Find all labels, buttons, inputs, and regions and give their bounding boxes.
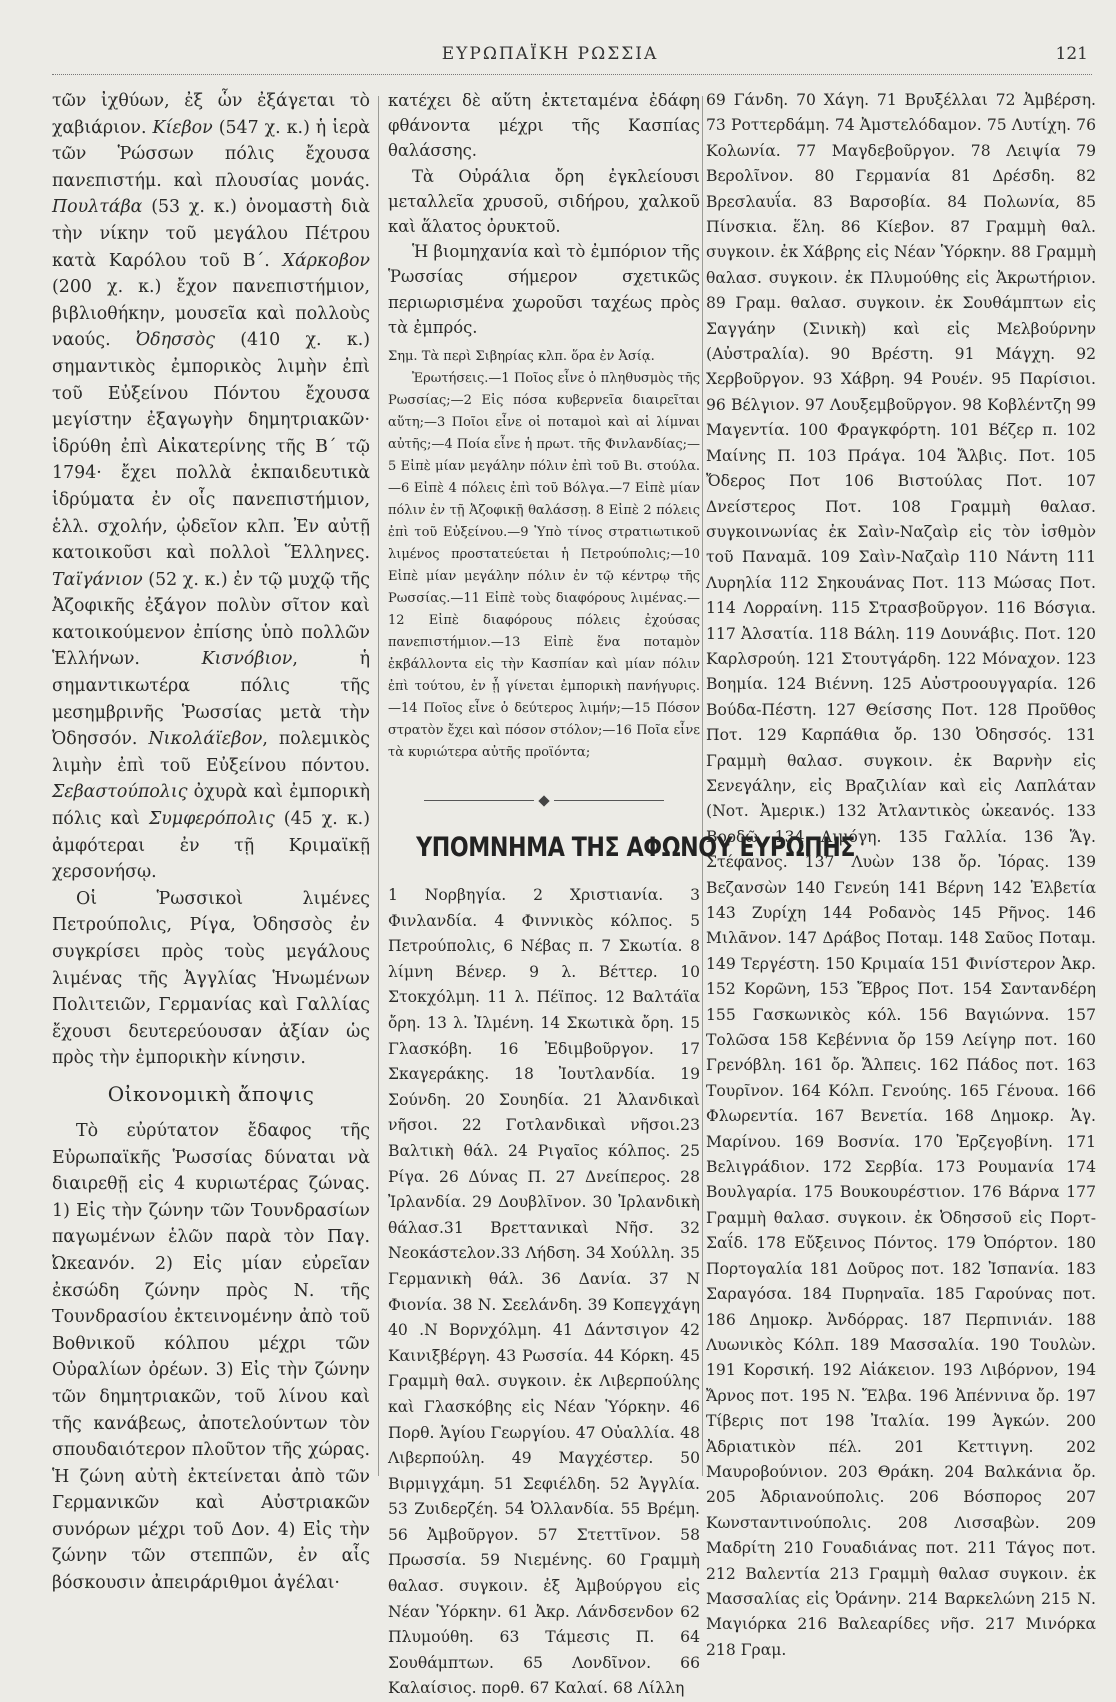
header-rule (52, 74, 1092, 75)
city-name-symferoupolis: Συμφερόπολις (148, 809, 275, 830)
city-name-taiganion: Ταϊγάνιον (52, 569, 143, 590)
column-right (706, 88, 1096, 1659)
economy-paragraph: Τὸ εὐρύτατον ἔδαφος τῆς Εὐρωπαϊκῆς Ῥωσσίας δύναται νὰ διαιρεθῇ εἰς 4 κυριωτέρας ζώνας. 1) Εἰς τὴν ζώνην τῶν Τουνδρασίων παγωμένων ἑλῶν παρὰ τὸν Παγ. Ὠκεανόν. 2) Εἰς μίαν εὐρεῖαν ἐκσώδη ζώνην πρὸς Ν. τῆς Τουνδρασίου ἐκτεινομένην ἀπὸ τοῦ Βοθνικοῦ κόλπου μέχρι τῶν Οὐραλίων ὀρέων. 3) Εἰς τὴν ζώνην τῶν δημητριακῶν, τοῦ λίνου καὶ τῆς κανάβεως, ἀποτελούντων τὸν σπουδαιότερον πλοῦτον τῆς χώρας. Ἡ ζώνη αὐτὴ ἐκτείνεται ἀπὸ τῶν Γερμανικῶν καὶ Αὐστριακῶν συνόρων μέχρι τοῦ Δον. 4) Εἰς τὴν ζώνην τῶν στεππῶν, ἐν αἷς βόσκουσιν ἀπειράριθμοι ἀγέλαι· (52, 1120, 370, 1594)
column-middle (388, 88, 856, 1698)
page-header (0, 40, 1116, 80)
note: Σημ. Τὰ περὶ Σιβηρίας κλπ. ὅρα ἐν Ἀσίᾳ. (388, 349, 655, 365)
cities-paragraph (52, 88, 370, 886)
body-paragraph: κατέχει δὲ αὕτη ἐκτεταμένα ἐδάφη φθάνοντα μέχρι τῆς Κασπίας θαλάσσης. (388, 91, 700, 161)
text-run: (45 χ. κ.) ἀμφότεραι ἐν τῇ Κριμαϊκῇ χερσονήσῳ. (52, 809, 370, 883)
city-name-poultava: Πουλτάβα (52, 197, 143, 218)
running-title: ΕΥΡΩΠΑΪΚΗ ΡΩΣΣΙΑ (441, 44, 659, 64)
text-run: τῶν ἰχθύων, ἐξ ὧν ἐξάγεται τὸ χαβιάριον. (52, 91, 370, 138)
ornament-line (554, 800, 664, 801)
text-run: (200 χ. κ.) ἔχον πανεπιστήμιον, βιβλιοθήκην, μουσεῖα καὶ πολλοὺς ναούς. (52, 277, 370, 351)
city-name-kisnovion: Κισνόβιον (201, 649, 293, 670)
ornament-diamond (538, 795, 549, 806)
column-left (52, 88, 371, 1594)
text-run: (53 χ. κ.) ὀνομαστὴ διὰ τὴν νίκην τοῦ μεγάλου Πέτρου κατὰ Καρόλου τοῦ Β΄. (52, 197, 370, 271)
column-divider (702, 96, 703, 1476)
section-heading: Οἰκονομικὴ ἄποψις (107, 1081, 315, 1106)
city-name-sevastoupolis: Σεβαστούπολις (52, 782, 188, 803)
city-name-odissos: Ὀδησσὸς (135, 330, 215, 351)
text-run: ὀχυρὰ καὶ ἐμπορικὴ πόλις καὶ (52, 782, 370, 830)
text-run: (547 χ. κ.) ἡ ἱερὰ τῶν Ῥώσσων πόλις ἔχουσα πανεπιστήμ. καὶ πλουσίας μονάς. (52, 117, 370, 191)
city-name-charkovon: Χάρκοβον (282, 250, 370, 271)
ports-paragraph: Οἱ Ῥωσσικοὶ λιμένες Πετρούπολις, Ρίγα, Ὀδησσὸς ἐν συγκρίσει πρὸς τοὺς μεγάλους λιμένας τῆς Ἀγγλίας Ἡνωμένων Πολιτειῶν, Γερμανίας καὶ Γαλλίας ἔχουσι δευτερεύουσαν ἀξίαν ὡς πρὸς τὴν ἐμπορικὴν κίνησιν. (52, 888, 370, 1069)
body-paragraph: Ἡ βιομηχανία καὶ τὸ ἐμπόριον τῆς Ῥωσσίας σήμερον σχετικῶς περιωρισμένα χωροῦσι ταχέως πρὸς τὰ ἐμπρός. (388, 242, 700, 337)
map-legend-list-continued: 69 Γάνδη. 70 Χάγη. 71 Βρυξέλλαι 72 Ἀμβέρση. 73 Ροττερδάμη. 74 Ἀμστελόδαμον. 75 Λυτίχη. 76 Κολωνία. 77 Μαγδεβοῦργον. 78 Λειψία 79 Βερολῖνον. 80 Γερμανία 81 Δρέσδη. 82 Βρεσλαυΐα. 83 Βαρσοβία. 84 Πολωνία, 85 Πίνσκια. ἕλη. 86 Κίεβον. 87 Γραμμὴ θαλ. συγκοιν. ἐκ Χάβρης εἰς Νέαν Ὑόρκην. 88 Γραμμὴ θαλασ. συγκοιν. ἐκ Πλυμούθης εἰς Ἀκρωτήριον. 89 Γραμ. θαλασ. συγκοιν. ἐκ Σουθάμπτων εἰς Σαγγάην (Σινικὴ) καὶ εἰς Μελβούρνην (Αὐστραλία). 90 Βρέστη. 91 Μάγχη. 92 Χερβοῦργον. 93 Χάβρη. 94 Ρουέν. 95 Παρίσιοι. 96 Βέλγιον. 97 Λουξεμβοῦργον. 98 Κοβλέντζη 99 Μαγεντία. 100 Φραγκφόρτη. 101 Βέζερ π. 102 Μαίνης Π. 103 Πράγα. 104 Ἄλβις. Ποτ. 105 Ὄδερος Ποτ 106 Βιστούλας Ποτ. 107 Δνείστερος Ποτ. 108 Γραμμὴ θαλασ. συγκοινωνίας ἐκ Σαὶν-Ναζαὶρ εἰς τὸν ἰσθμὸν τοῦ Παναμᾶ. 109 Σαὶν-Ναζαὶρ 110 Νάντη 111 Λυρηλία 112 Σηκουάνας Ποτ. 113 Μώσας Ποτ. 114 Λορραίνη. 115 Στρασβοῦργον. 116 Βόσγια. 117 Ἀλσατία. 118 Βάλη. 119 Δουνάβις. Ποτ. 120 Καρλσρούη. 121 Στουτγάρδη. 122 Μόναχον. 123 Βοημία. 124 Βιέννη. 125 Αὐστροουγγαρία. 126 Βούδα-Πέστη. 127 Θείσσης Ποτ. 128 Προῦθος Ποτ. 129 Καρπάθια ὄρ. 130 Ὀδησσός. 131 Γραμμὴ θαλασ. συγκοιν. ἐκ Βαρνὴν εἰς Σενεγάλην, εἰς Βραζιλίαν καὶ εἰς Λαπλάταν (Νοτ. Ἀμερικ.) 132 Ἀτλαντικὸς ὠκεανός. 133 Βορδῶ 134 Λιμόγη. 135 Γαλλία. 136 Ἅγ. Στέφανος. 137 Λυὼν 138 ὄρ. Ἰόρας. 139 Βεζανσὼν 140 Γενεύη 141 Βέρνη 142 Ἑλβετία 143 Ζυρίχη 144 Ροδανὸς 145 Ρῆνος. 146 Μιλᾶνον. 147 Δράβος Ποταμ. 148 Σαῦος Ποταμ. 149 Τεργέστη. 150 Κριμαία 151 Φινίστερον Ἀκρ. 152 Κορῶνη, 153 Ἔβρος Ποτ. 154 Σαντανδέρη 155 Γασκωνικὸς κόλ. 156 Βαγιώννα. 157 Τολῶσα 158 Κεβέννια ὄρ 159 Λείγηρ ποτ. 160 Γρενόβλη. 161 ὄρ. Ἄλπεις. 162 Πάδος ποτ. 163 Τουρῖνον. 164 Κόλπ. Γενούης. 165 Γένουα. 166 Φλωρεντία. 167 Βενετία. 168 Δημοκρ. Ἁγ. Μαρίνου. 169 Βοσνία. 170 Ἐρζεγοβίνη. 171 Βελιγράδιον. 172 Σερβία. 173 Ρουμανία 174 Βουλγαρία. 175 Βουκουρέστιον. 176 Βάρνα 177 Γραμμὴ θαλασ. συγκοιν. ἐκ Ὀδησσοῦ εἰς Πορτ-Σαΐδ. 178 Εὔξεινος Πόντος. 179 Ὀπόρτον. 180 Πορτογαλία 181 Δοῦρος ποτ. 182 Ἰσπανία. 183 Σαραγόσα. 184 Πυρηναῖα. 185 Γαρούνας ποτ. 186 Δημοκρ. Ἀνδόρρας. 187 Περπινιάν. 188 Λυωνικὸς Κόλπ. 189 Μασσαλία. 190 Τουλὼν. 191 Κορσική. 192 Αἰάκειον. 193 Λιβόρνον, 194 Ἄρνος ποτ. 195 Ν. Ἔλβα. 196 Ἀπέννινα ὄρ. 197 Τίβερις ποτ 198 Ἰταλία. 199 Ἀγκών. 200 Ἀδριατικὸν πέλ. 201 Κεττιγνη. 202 Μαυροβούνιον. 203 Θράκη. 204 Βαλκάνια ὄρ. 205 Ἀδριανούπολις. 206 Βόσπορος 207 Κωνσταντινούπολις. 208 Λισσαβὼν. 209 Μαδρίτη 210 Γουαδιάνας ποτ. 211 Τάγος ποτ. 212 Βαλεντία 213 Γραμμὴ θαλασ συγκοιν. ἐκ Μασσαλίας εἰς Ὀράνην. 214 Βαρκελώνη 215 Ν. Μαγιόρκα 216 Βαλεαρίδες νῆσ. 217 Μινόρκα 218 Γραμ. (706, 91, 1096, 1659)
city-name-nikolaievon: Νικολάϊεβον (148, 729, 263, 750)
legend-title: ΥΠΟΜΝΗΜΑ ΤΗΣ ΑΦΩΝΟΥ ΕΥΡΩΠΗΣ (416, 832, 856, 864)
map-legend-list: 1 Νορβηγία. 2 Χριστιανία. 3 Φινλανδία. 4 Φιννικὸς κόλπος. 5 Πετρούπολις, 6 Νέβας π. 7 Σκωτία. 8 λίμνη Βένερ. 9 λ. Βέττερ. 10 Στοκχόλμη. 11 λ. Πέϊπος. 12 Βαλτάϊα ὄρη. 13 λ. Ἰλμένη. 14 Σκωτικὰ ὄρη. 15 Γλασκόβη. 16 Ἐδιμβοῦργον. 17 Σκαγεράκης. 18 Ἰουτλανδία. 19 Σούνδη. 20 Σουηδία. 21 Ἀλανδικαὶ νῆσοι. 22 Γοτλανδικαὶ νῆσοι.23 Βαλτικὴ θάλ. 24 Ριγαῖος κόλπος. 25 Ρίγα. 26 Δύνας Π. 27 Δνείπερος. 28 Ἰρλανδία. 29 Δουβλῖνον. 30 Ἰρλανδικὴ θάλασ.31 Βρεττανικαὶ Νῆσ. 32 Νεοκάστελον.33 Λήδση. 34 Χούλλη. 35 Γερμανικὴ θάλ. 36 Δανία. 37 Ν Φιονία. 38 Ν. Σεελάνδη. 39 Κοπεγχάγη 40 .Ν Βορνχόλμη. 41 Δάντσιγον 42 Καινιξβέργη. 43 Ρωσσία. 44 Κόρκη. 45 Γραμμὴ θαλ. συγκοιν. ἐκ Λιβερπούλης καὶ Γλασκόβης εἰς Νέαν Ὑόρκην. 46 Πορθ. Ἁγίου Γεωργίου. 47 Οὐαλλία. 48 Λιβερπούλη. 49 Μαγχέστερ. 50 Βιρμιγχάμη. 51 Σεφιέλδη. 52 Ἀγγλία. 53 Ζυιδερζέη. 54 Ὀλλανδία. 55 Βρέμη. 56 Ἀμβοῦργον. 57 Στεττῖνον. 58 Πρωσσία. 59 Νιεμένης. 60 Γραμμὴ θαλασ. συγκοιν. ἐξ Ἀμβούργου εἰς Νέαν Ὑόρκην. 61 Ἀκρ. Λάνδσενδον 62 Πλυμούθη. 63 Τάμεσις Π. 64 Σουθάμπτων. 65 Λονδῖνον. 66 Καλαίσιος. πορθ. 67 Καλαί. 68 Λίλλη (388, 886, 700, 1698)
ornament-line (424, 800, 534, 801)
column-divider (378, 96, 379, 1476)
city-name-kievon: Κίεβον (152, 117, 213, 138)
text-run: (410 χ. κ.) σημαντικὸς ἐμπορικὸς λιμὴν ἐπὶ τοῦ Εὐξείνου Πόντου ἔχουσα μεγίστην ἐξαγωγὴν δημητριακῶν· ἱδρύθη ἐπὶ Αἰκατερίνης τῆς Β΄ τῷ 1794· ἔχει πολλὰ ἐκπαιδευτικὰ ἱδρύματα ἐν οἷς πανεπιστήμιον, ἑλλ. σχολήν, ᾠδεῖον κλπ. Ἐν αὐτῇ κατοικοῦσι καὶ πολλοὶ Ἕλληνες. (52, 330, 371, 564)
text-run: (52 χ. κ.) ἐν τῷ μυχῷ τῆς Ἀζοφικῆς ἐξάγον πολὺν σῖτον καὶ κατοικούμενον ἐπίσης ὑπὸ πολλῶν Ἑλλήνων. (52, 569, 370, 670)
text-run: , πολεμικὸς λιμὴν ἐπὶ τοῦ Εὐξείνου πόντου. (52, 729, 370, 776)
body-paragraph: Τὰ Οὐράλια ὄρη ἐγκλείουσι μεταλλεῖα χρυσοῦ, σιδήρου, χαλκοῦ καὶ ἅλατος ὀρυκτοῦ. (388, 166, 700, 237)
questions: Ἐρωτήσεις.—1 Ποῖος εἶνε ὁ πληθυσμὸς τῆς Ρωσσίας;—2 Εἰς πόσα κυβερνεῖα διαιρεῖται αὕτη;—3 Ποῖοι εἶνε οἱ ποταμοὶ καὶ αἱ λίμναι αὐτῆς;—4 Ποία εἶνε ἡ πρωτ. τῆς Φινλανδίας;—5 Εἰπὲ μίαν μεγάλην πόλιν ἐπὶ τοῦ Βι. στούλα.—6 Εἰπὲ 4 πόλεις ἐπὶ τοῦ Βόλγα.—7 Εἰπὲ μίαν πόλιν ἐν τῇ Ἀζοφικῇ θαλάσσῃ. 8 Εἰπὲ 2 πόλεις ἐπὶ τοῦ Εὐξείνου.—9 Ὑπὸ τίνος στρατιωτικοῦ λιμένος προστατεύεται ἡ Πετρούπολις;—10 Εἰπὲ μίαν μεγάλην πόλιν ἐν τῷ κέντρῳ τῆς Ρωσσίας.—11 Εἰπὲ τοὺς διαφόρους λιμένας.—12 Εἰπὲ διαφόρους πόλεις ἐχούσας πανεπιστήμιον.—13 Εἰπὲ ἕνα ποταμὸν ἐκβάλλοντα εἰς τὴν Κασπίαν καὶ μίαν πόλιν ἐπὶ τούτου, ἐν ᾗ γίνεται ἐμπορικὴ πανήγυρις.—14 Ποῖος εἶνε ὁ δεύτερος λιμήν;—15 Πόσον στρατὸν ἔχει καὶ πόσον στόλον;—16 Ποῖα εἶνε τὰ κυριώτερα αὐτῆς προϊόντα; (388, 371, 700, 761)
text-run: , ἡ σημαντικωτέρα πόλις τῆς μεσημβρινῆς Ῥωσσίας μετὰ τὴν Ὀδησσόν. (52, 649, 370, 750)
ornament-divider (388, 790, 700, 802)
page-number: 121 (1055, 44, 1088, 64)
